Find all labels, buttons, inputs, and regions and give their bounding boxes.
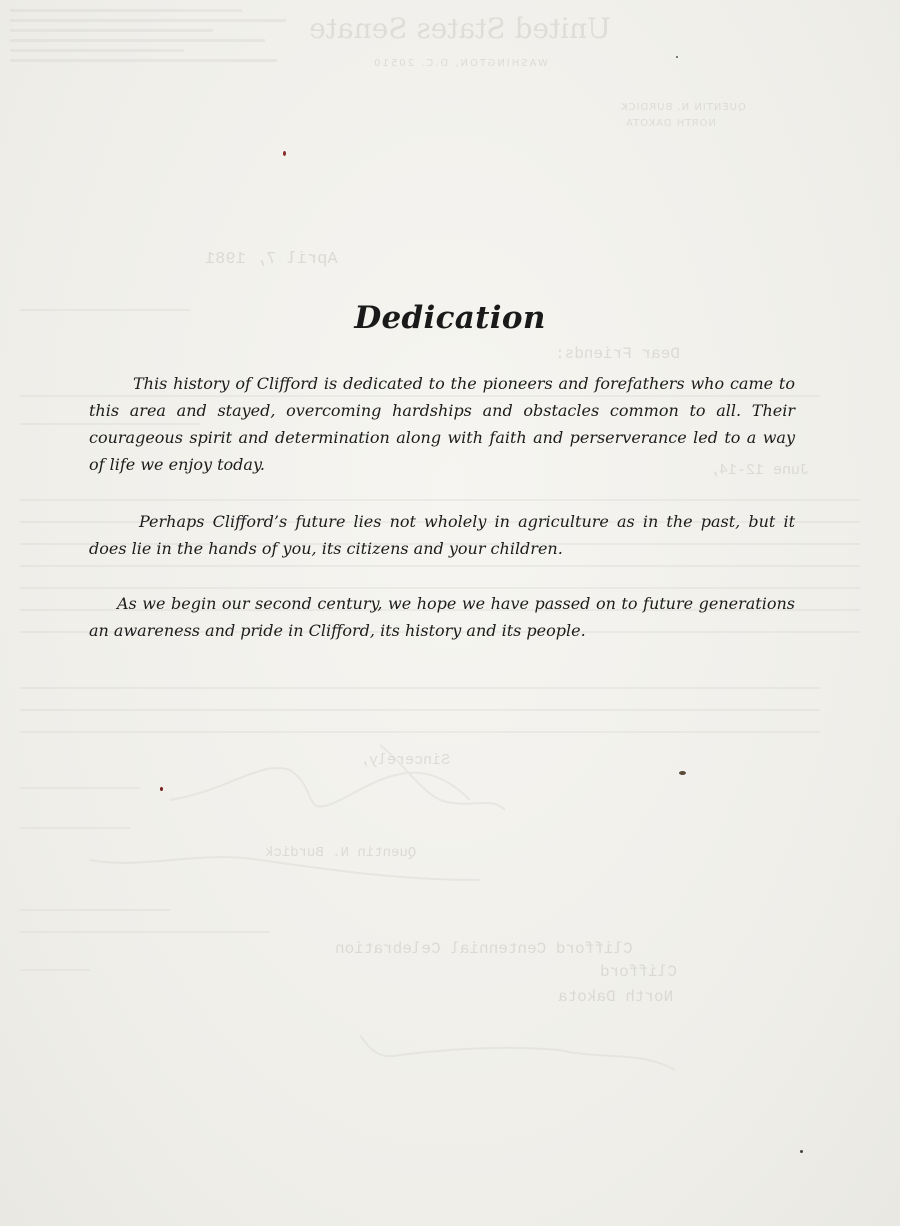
paper-speck bbox=[283, 151, 286, 156]
bleed-senator: QUENTIN N. BURDICK bbox=[620, 102, 746, 113]
bleed-recipient-2: Clifford bbox=[600, 963, 677, 981]
paragraph-1: This history of Clifford is dedicated to the pioneers and forefathers who came to this area and stayed, overcoming hardships and obstacles common to all. Their courageous spirit and determination along with faith and perserverance led to a way of life we enjoy today. bbox=[89, 374, 795, 474]
bleed-signer: Quentin N. Burdick bbox=[265, 845, 417, 861]
bleed-recipient-3: North Dakota bbox=[558, 988, 674, 1006]
paragraph-2 bbox=[89, 508, 795, 562]
paper-speck bbox=[160, 787, 163, 791]
bleed-greeting: Dear Friends: bbox=[555, 345, 680, 363]
bleed-event-dates: June 12-14, bbox=[710, 462, 810, 479]
bleed-state: NORTH DAKOTA bbox=[625, 118, 716, 129]
paragraph-3: As we begin our second century, we hope we have passed on to future generations an awareness and pride in Clifford, its history and its people. bbox=[89, 594, 795, 640]
bleed-letterhead: United States Senate bbox=[309, 12, 611, 45]
bleed-date: April 7, 1981 bbox=[205, 250, 338, 269]
paper-speck bbox=[800, 1150, 803, 1153]
bleed-address: WASHINGTON, D.C. 20510 bbox=[372, 58, 548, 69]
paper-speck bbox=[676, 56, 678, 58]
bleed-closing: Sincerely, bbox=[360, 752, 451, 769]
page-title: Dedication bbox=[354, 300, 546, 336]
paragraph-2-text: Perhaps Clifford’s future lies not wholely in agriculture as in the past, but it does lie in the hands of you, its citizens and your children. bbox=[89, 512, 795, 558]
bleed-recipient-1: Clifford Centennial Celebration bbox=[335, 940, 633, 958]
paper-speck bbox=[679, 771, 686, 775]
